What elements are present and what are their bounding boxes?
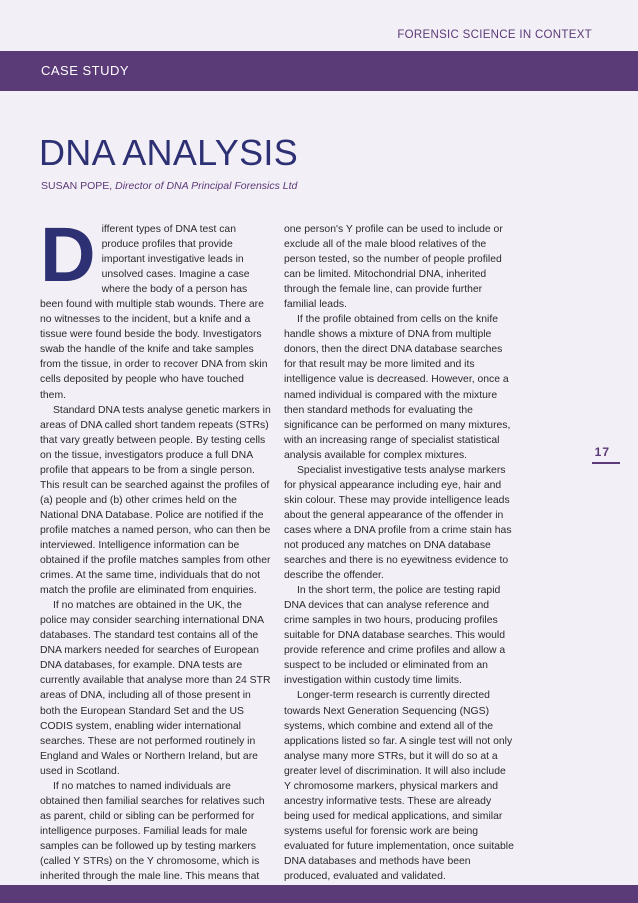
article-paragraph — [40, 212, 271, 403]
page-number-rule — [592, 462, 620, 464]
article-paragraph: one person's Y profile can be used to include or exclude all of the male blood relatives of the person tested, so the number of people profiled can be limited. Mitochondrial DNA, inherited through the female line, can provide further familial leads. — [284, 224, 503, 311]
article-paragraph: If no matches are obtained in the UK, the police may consider searching international DNA databases. The standard test contains all of the DNA markers needed for searches of European DNA databases, for example. DNA tests are currently available that analyse more than 24 STR areas of DNA, including all of those present in both the European Standard Set and the US CODIS system, enabling wider international searches. These are not performed routinely in England and Wales or Northern Ireland, but are used in Scotland. — [40, 600, 271, 777]
article-paragraph: If the profile obtained from cells on the knife handle shows a mixture of DNA from multiple donors, then the direct DNA database searches for that result may be more limited and its intelligence value is decreased. However, once a named individual is compared with the mixture then standard methods for evaluating the significance can be performed on many mixtures, with an increasing range of specialist statistical analysis available for complex mixtures. — [284, 314, 511, 461]
footer-band — [0, 885, 638, 903]
drop-cap: D — [40, 212, 96, 298]
author-name: SUSAN POPE, — [41, 180, 113, 192]
article-paragraph: If no matches to named individuals are obtained then familial searches for relatives such as parent, child or sibling can be performed for intelligence purposes. Familial leads for male samples can be followed up by testing markers (called Y STRs) on the Y chromosome, which is inherited through the male line. This means that — [40, 780, 265, 883]
article-column-left — [40, 212, 271, 884]
article-paragraph: Standard DNA tests analyse genetic markers in areas of DNA called short tandem repeats (STRs) that vary greatly between people. By testing cells on the tissue, investigators produce a full DNA profile that appears to be from a single person. This result can be searched against the profiles of (a) people and (b) other crimes held on the National DNA Database. Police are notified if the profile matches a named person, who can then be interviewed. Intelligence information can be obtained if the profile matches samples from other crimes. At the same time, individuals that do not match the profile are eliminated from enquiries. — [40, 404, 271, 597]
article-paragraph: Longer-term research is currently directed towards Next Generation Sequencing (NGS) systems, which combine and extend all of the applications listed so far. A single test will not only analyse many more STRs, but it will do so at a greater level of discrimination. It will also include Y chromosome markers, physical markers and ancestry informative tests. These are already being used for medical applications, and similar systems useful for forensic work are being evaluated for future implementation, once suitable DNA databases and methods have been produced, evaluated and validated. — [284, 690, 514, 883]
article-paragraph: Specialist investigative tests analyse markers for physical appearance including eye, hair and skin colour. These may provide intelligence leads about the general appearance of the offender in cases where a DNA profile from a crime stain has not produced any matches on DNA database searches and there is no eyewitness evidence to describe the offender. — [284, 464, 512, 582]
byline — [41, 180, 297, 192]
article-paragraph: In the short term, the police are testing rapid DNA devices that can analyse reference and crime samples in two hours, producing profiles suitable for DNA database searches. This would provide reference and crime profiles and allow a suspect to be included or eliminated from an investigation within custody time limits. — [284, 585, 506, 687]
paragraph-text: ifferent types of DNA test can produce profiles that provide important investigative leads in unsolved cases. Imagine a case where the body of a person has been found with multiple stab wounds. There are no witnesses to the incident, but a knife and a tissue were found beside the body. Investigators swab the handle of the knife and take samples from the tissue, in order to recover DNA from skin cells deposited by people who have touched them. — [40, 224, 268, 401]
case-study-band — [0, 51, 638, 91]
case-study-label: CASE STUDY — [41, 63, 130, 78]
author-role: Director of DNA Principal Forensics Ltd — [115, 180, 298, 192]
section-header: FORENSIC SCIENCE IN CONTEXT — [397, 29, 592, 41]
page-number: 17 — [594, 445, 610, 459]
article-title: DNA ANALYSIS — [39, 132, 299, 173]
article-column-right — [284, 222, 514, 884]
